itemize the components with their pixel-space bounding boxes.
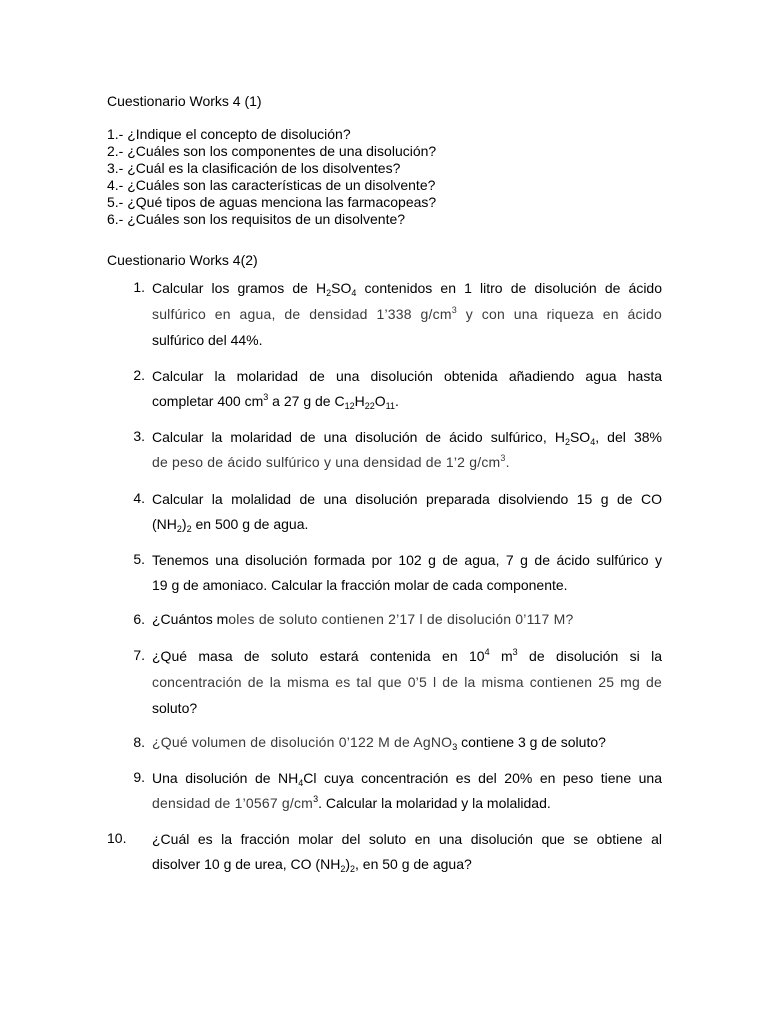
problem-number: 10. <box>107 830 127 846</box>
section2-title: Cuestionario Works 4(2) <box>107 252 258 268</box>
problem-number: 8. <box>133 734 145 750</box>
list-item: 5.- ¿Qué tipos de aguas menciona las farmacopeas? <box>107 194 437 210</box>
list-item: 1.- ¿Indique el concepto de disolución? <box>107 126 351 142</box>
problem-number: 1. <box>133 279 145 295</box>
section1-title: Cuestionario Works 4 (1) <box>107 93 262 109</box>
list-item: 3.- ¿Cuál es la clasificación de los disolventes? <box>107 160 401 176</box>
list-item: 6.- ¿Cuáles son los requisitos de un disolvente? <box>107 211 406 227</box>
list-item: 4.- ¿Cuáles son las características de un disolvente? <box>107 177 436 193</box>
problem-number: 9. <box>133 769 145 785</box>
document-page: Cuestionario Works 4 (1) 1.- ¿Indique el concepto de disolución? 2.- ¿Cuáles son los componentes de una disolución? 3.- ¿Cuál es la clasificación de los disolventes? 4.- ¿Cuáles son las características de un disolvente? 5.- ¿Qué tipos de aguas menciona las farmacopeas? 6.- ¿Cuáles son los requisitos de un disolvente? Cuestionario Works 4(2) 1. Calcular los gramos de $H_2SO_4$ contenidos en 1 litro de disolución de ácido sulfúrico en agua, de densidad 1’338 $g/cm^3$ y con una riqueza en ácido sulfúrico del 44%. 2. Calcular la molaridad de una disolución obtenida añadiendo agua hasta completar 400 $cm^3$ a 27 g de $C_{12}H_{22}O_{11}$. 3. Calcular la molaridad de una disolución de ácido sulfúrico, $H_2SO_4$, del 38% de peso de ácido sulfúrico y una densidad de 1’2 $g/cm^3$. 4. Calcular la molalidad de una disolución preparada disolviendo 15 g de CO $(NH_2)_2$ en 500 g de agua. 5. Tenemos una disolución formada por 102 g de agua, 7 g de ácido sulfúrico y 19 g de amoniaco. Calcular la fracción molar de cada componente. 6. ¿Cuántos moles de soluto contienen 2’17 l de disolución 0’117 M? 7. ¿Qué masa de soluto estará contenida en $10^4$ $m^3$ de disolución si la concentración de la misma es tal que 0’5 l de la misma contienen 25 mg de soluto? 8. ¿Qué volumen de disolución 0’122 M de AgNO$_3$ contiene 3 g de soluto? 9. Una disolución de $NH_4Cl$ cuya concentración es del 20% en peso tiene una densidad de 1’0567 $g/cm^3$. Calcular la molaridad y la molalidad. 10. ¿Cuál es la fracción molar del soluto en una disolución que se obtiene al disolver 10 g de urea, CO $(NH_2)_2$, en 50 g de agua? <box>0 0 768 1024</box>
problem-number: 7. <box>133 647 145 663</box>
list-item: 2.- ¿Cuáles son los componentes de una disolución? <box>107 143 437 159</box>
problem-number: 6. <box>133 611 145 627</box>
problem-number: 3. <box>133 428 145 444</box>
problem-number: 5. <box>133 551 145 567</box>
problem-number: 2. <box>133 367 145 383</box>
problem-number: 4. <box>133 490 145 506</box>
question-list <box>107 126 667 228</box>
